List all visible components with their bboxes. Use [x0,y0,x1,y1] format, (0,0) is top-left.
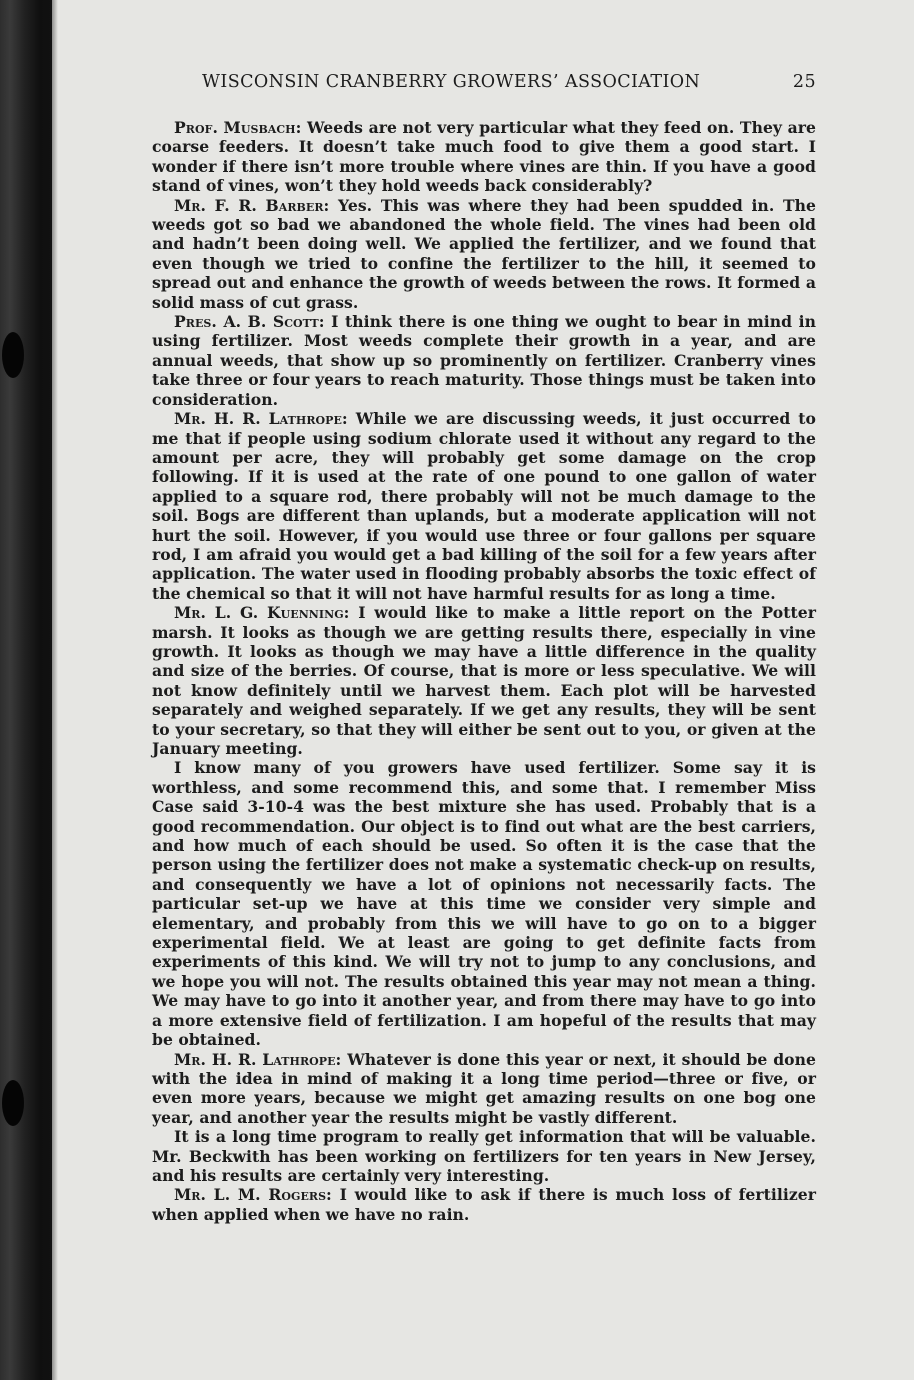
page-body [152,72,816,1224]
binding-hole-upper [2,332,24,378]
paragraph-kuenning [152,603,816,758]
paragraph-text: Whatever is done this year or next, it should be done with the idea in mind of making it a long time period—three or five, or even more years, because we might get amazing results on one bog one year, and another year the results might be vastly different. [152,1049,816,1127]
speaker-name: Mr. L. G. Kuenning: [174,603,350,623]
paragraph-text: Yes. This was where they had been spudded in. The weeds got so bad we abandoned the whole field. The vines had been old and hadn’t been doing well. We applied the fertilizer, and we found that even though we tried to confine the fertilizer to the hill, it seemed to spread out and enhance the growth of weeds between the rows. It formed a solid mass of cut grass. [152,195,816,312]
paragraph-text: I know many of you growers have used fertilizer. Some say it is worthless, and some recommend this, and some that. I remember Miss Case said 3-10-4 was the best mixture she has used. Probably that is a good recommendation. Our object is to find out what are the best carriers, and how much of each should be used. So often it is the case that the person using the fertilizer does not make a systematic check-up on results, and consequently we have a lot of opinions not necessarily facts. The particular set-up we have at this time we consider very simple and elementary, and probably from this we will have to go on to a bigger experimental field. We at least are going to get definite facts from experiments of this kind. We will try not to jump to any conclusions, and we hope you will not. The results obtained this year may not mean a thing. We may have to go into it another year, and from there may have to go into a more extensive field of fertilization. I am hopeful of the results that may be obtained. [152,758,816,1050]
speaker-name: Prof. Musbach: [174,118,302,137]
paragraph-text: It is a long time program to really get information that will be valuable. Mr. Beckwith has been working on fertilizers for ten years in New Jersey, and his results are certainly very interesting. [152,1127,816,1185]
paragraph-text: While we are discussing weeds, it just occurred to me that if people using sodium chlorate used it without any regard to the amount per acre, they will probably get some damage on the crop following. If it is used at the rate of one pound to one gallon of water applied to a square rod, there probably will not be much damage to the soil. Bogs are different than uplands, but a moderate application will not hurt the soil. However, if you would use three or four gallons per square rod, I am afraid you would get a bad killing of the soil for a few years after application. The water used in flooding probably absorbs the toxic effect of the chemical so that it will not have harmful results for as long a time. [152,409,816,603]
speaker-name: Mr. H. R. Lathrope: [174,409,348,429]
paragraph-lathrope-2 [152,1050,816,1128]
binding-hole-lower [2,1080,24,1126]
transcript-text [152,118,816,1224]
paragraph-text: I would like to make a little report on the Potter marsh. It looks as though we are getting results there, especially in vine growth. It looks as though we may have a little difference in the quality and size of the berries. Of course, that is more or less speculative. We will not know definitely until we harvest them. Each plot will be harvested separately and weighed separately. If we get any results, they will be sent to your secretary, so that they will either be sent out to you, or given at the January meeting. [152,603,816,758]
paragraph-scott [152,312,816,409]
binding-shadow [52,0,58,1380]
speaker-name: Mr. H. R. Lathrope: [174,1049,342,1069]
running-head [202,72,816,98]
paragraph-kuenning-continued [152,758,816,1049]
speaker-name: Mr. F. R. Barber: [174,195,330,215]
running-head-title: WISCONSIN CRANBERRY GROWERS’ ASSOCIATION [202,72,701,92]
paragraph-text: Weeds are not very particular what they feed on. They are coarse feeders. It doesn’t take much food to give them a good start. I wonder if there isn’t more trouble where vines are thin. If you have a good stand of vines, won’t they hold weeds back considerably? [152,118,816,196]
speaker-name: Pres. A. B. Scott: [174,312,325,332]
paragraph-text: I think there is one thing we ought to bear in mind in using fertilizer. Most weeds complete their growth in a year, and are annual weeds, that show up so prominently on fertilizer. Cranberry vines take three or four years to reach maturity. Those things must be taken into consideration. [152,312,817,409]
paragraph-lathrope-continued [152,1127,816,1185]
book-binding-edge [0,0,52,1380]
paragraph-text: I would like to ask if there is much loss of fertilizer when applied when we have no rain. [152,1185,816,1224]
paragraph-lathrope-1 [152,409,816,603]
paragraph-musbach [152,118,816,196]
paragraph-rogers [152,1185,816,1224]
speaker-name: Mr. L. M. Rogers: [174,1185,332,1205]
paragraph-barber [152,196,816,312]
page-number: 25 [792,72,816,92]
